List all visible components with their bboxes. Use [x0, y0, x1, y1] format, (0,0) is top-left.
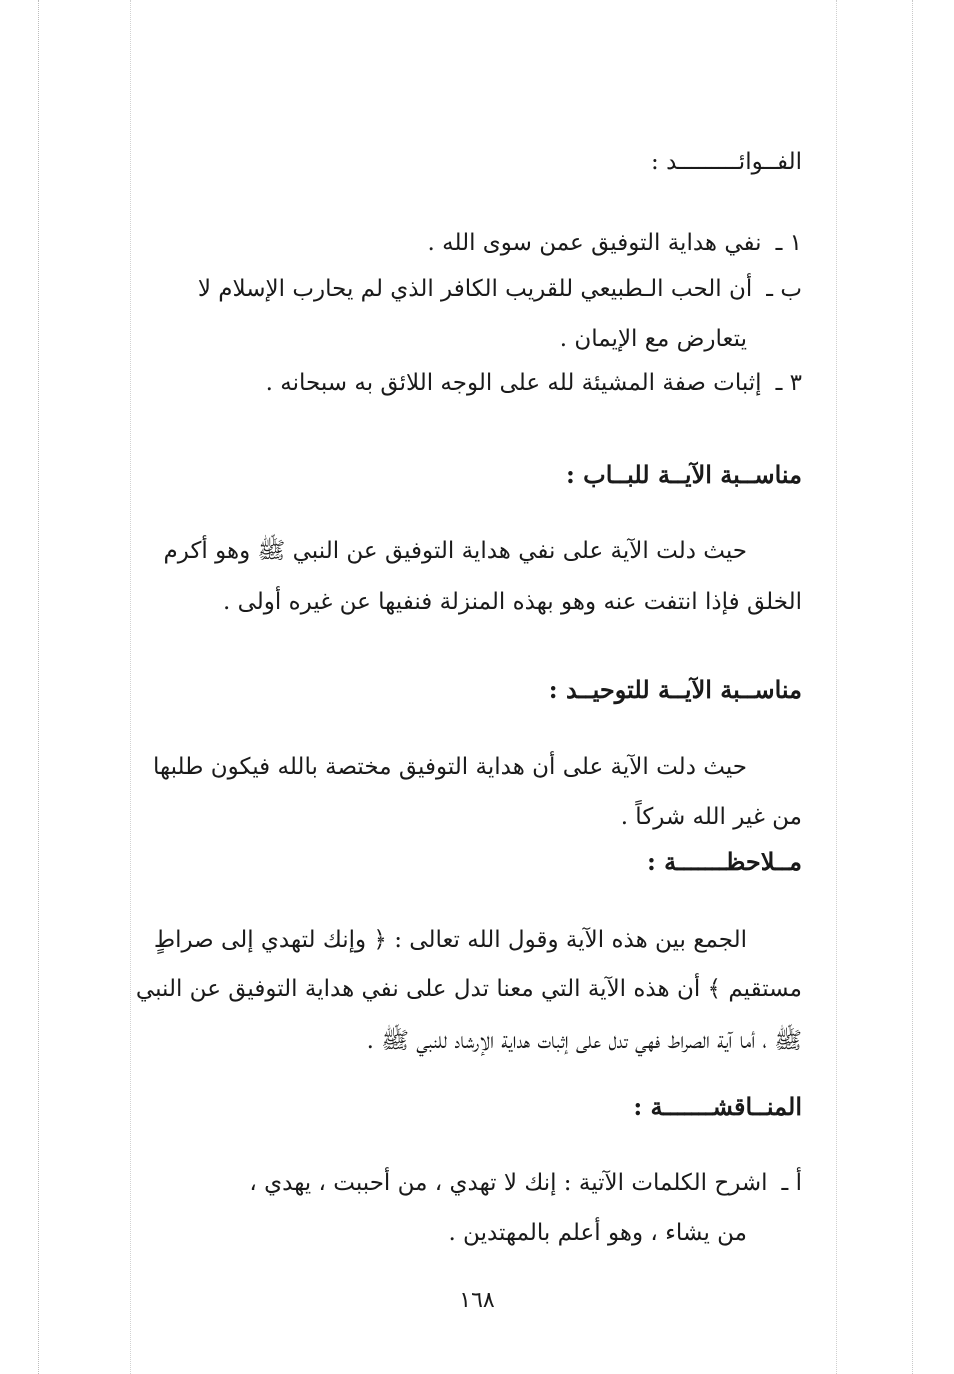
paragraph-line: الخلق فإذا انتفت عنه وهو بهذه المنزلة فنفيها عن غيره أولى . — [223, 589, 802, 615]
section-heading-mulahaza: مــلاحظـــــــة : — [646, 847, 802, 876]
list-marker: أ ـ — [781, 1170, 802, 1196]
scan-artifact-line — [130, 0, 131, 1374]
section-heading-munasaba-tawhid: مناســبة الآيــة للتوحيــد : — [548, 675, 802, 704]
paragraph-line: حيث دلت الآية على أن هداية التوفيق مختصة بالله فيكون طلبها — [152, 754, 747, 780]
section-heading-munasaba-bab: مناســبة الآيــة للبــاب : — [565, 460, 802, 489]
list-item-text: إثبات صفة المشيئة لله على الوجه اللائق به سبحانه . — [265, 370, 762, 396]
list-item-continuation: من يشاء ، وهو أعلم بالمهتدين . — [448, 1220, 747, 1246]
list-item — [249, 1166, 802, 1200]
page-number: ١٦٨ — [459, 1288, 495, 1313]
list-marker: ب ـ — [766, 276, 802, 302]
list-item-text: اشرح الكلمات الآتية : إنك لا تهدي ، من أحببت ، يهدي ، — [249, 1170, 768, 1196]
scan-artifact-line — [38, 0, 39, 1374]
scan-artifact-line — [836, 0, 837, 1374]
list-item-continuation: يتعارض مع الإيمان . — [559, 326, 747, 352]
scan-artifact-line — [912, 0, 913, 1374]
list-item — [266, 366, 802, 400]
section-heading-munaqasha: المنــاقشـــــــة : — [633, 1092, 802, 1121]
list-item-text: أن الحب الـطبيعي للقريب الكافر الذي لم يحارب الإسلام لا — [197, 276, 753, 302]
list-item — [428, 226, 803, 260]
paragraph-line: من غير الله شركاً . — [620, 804, 802, 830]
paragraph-line: ﷺ ، أما آية الصراط فهي تدل على إثبات هداية الإرشاد للنبي ﷺ . — [366, 1028, 802, 1054]
list-item — [198, 272, 802, 306]
paragraph-line: حيث دلت الآية على نفي هداية التوفيق عن النبي ﷺ وهو أكرم — [163, 538, 747, 564]
list-marker: ٣ ـ — [775, 370, 802, 396]
paragraph-line: مستقيم ﴾ أن هذه الآية التي معنا تدل على نفي هداية التوفيق عن النبي — [135, 976, 802, 1002]
list-marker: ١ ـ — [775, 230, 802, 256]
list-item-text: نفي هداية التوفيق عمن سوى الله . — [427, 230, 762, 256]
section-heading-fawaid: الفــوائـــــــــد : — [651, 149, 802, 175]
paragraph-line: الجمع بين هذه الآية وقول الله تعالى : ﴿ وإنك لتهدي إلى صراطٍ — [153, 927, 747, 953]
